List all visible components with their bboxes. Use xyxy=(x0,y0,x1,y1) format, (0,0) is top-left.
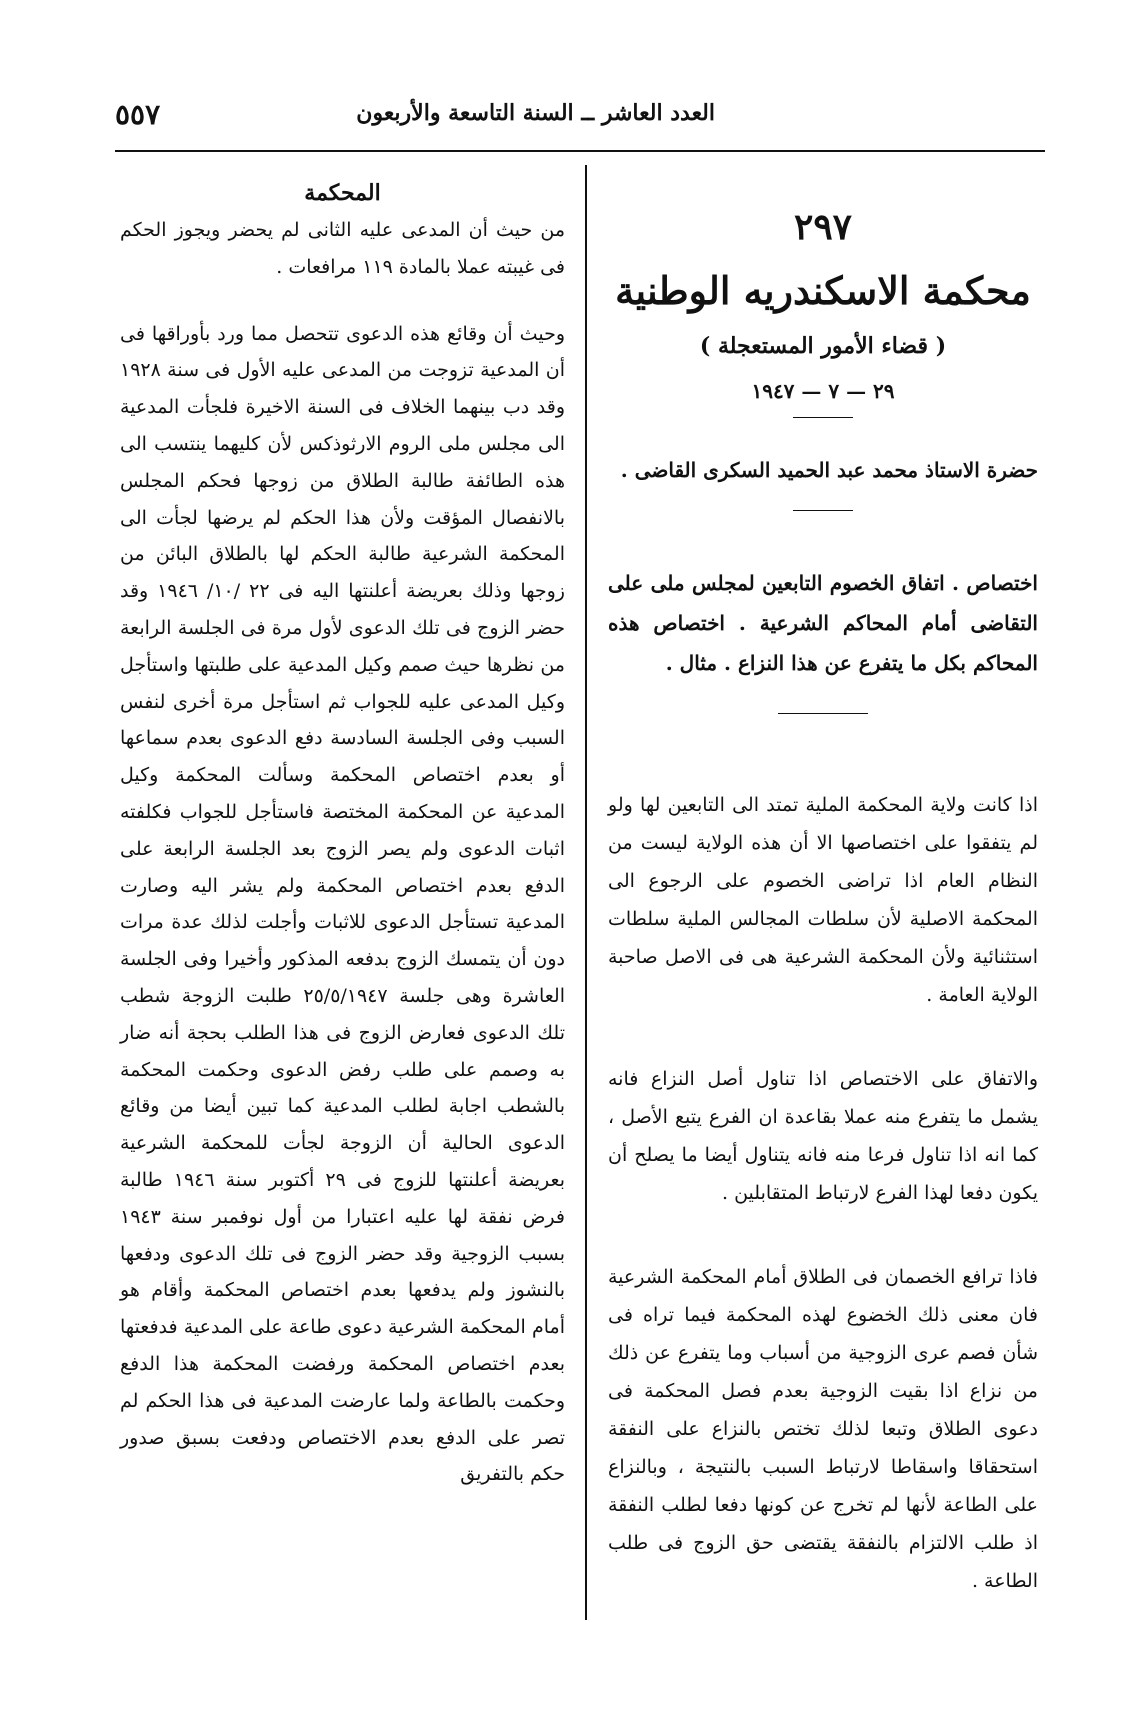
case-summary: اختصاص . اتفاق الخصوم التابعين لمجلس ملى على التقاضى أمام المحاكم الشرعية . اختصاص هذه المحاكم بكل ما يتفرع عن هذا النزاع . مثال . xyxy=(608,571,1038,675)
judge-name: حضرة الاستاذ محمد عبد الحميد السكرى القاضى . xyxy=(620,458,1038,482)
body-paragraph: من حيث أن المدعى عليه الثانى لم يحضر ويجوز الحكم فى غيبته عملا بالمادة ١١٩ مرافعات . xyxy=(120,219,565,278)
body-paragraph: وحيث أن وقائع هذه الدعوى تتحصل مما ورد بأوراقها فى أن المدعية تزوجت من المدعى عليه الأول فى سنة ١٩٢٨ وقد دب بينهما الخلاف فى السنة الاخيرة فلجأت المدعية الى مجلس ملى الروم الارثوذكس لأن كليهما ينتسب الى هذه الطائفة طالبة الطلاق من زوجها فحكم المجلس بالانفصال المؤقت ولأن هذا الحكم لم يرضها لجأت الى المحكمة الشرعية طالبة الحكم لها بالطلاق البائن من زوجها وذلك بعريضة أعلنتها اليه فى ٢٢ /١٠/ ١٩٤٦ وقد حضر الزوج فى تلك الدعوى لأول مرة فى الجلسة الرابعة من نظرها حيث صمم وكيل المدعية على طلبتها واستأجل وكيل المدعى عليه للجواب ثم استأجل مرة أخرى لنفس السبب وفى الجلسة السادسة دفع الدعوى بعدم سماعها أو بعدم اختصاص المحكمة وسألت المحكمة وكيل المدعية عن المحكمة المختصة فاستأجل للجواب فكلفته اثبات الدعوى ولم يصر الزوج بعد الجلسة الرابعة على الدفع بعدم اختصاص المحكمة ولم يشر اليه وصارت المدعية تستأجل الدعوى للاثبات وأجلت لذلك عدة مرات دون أن يتمسك الزوج بدفعه المذكور وأخيرا وفى الجلسة العاشرة وهى جلسة ٢٥/٥/١٩٤٧ طلبت الزوجة شطب تلك الدعوى فعارض الزوج فى هذا الطلب بحجة أنه ضار به وصمم على طلب رفض الدعوى وحكمت المحكمة بالشطب اجابة لطلب المدعية كما تبين أيضا من وقائع الدعوى الحالية أن الزوجة لجأت للمحكمة الشرعية بعريضة أعلنتها للزوج فى ٢٩ أكتوبر سنة ١٩٤٦ طالبة فرض نفقة لها عليه اعتبارا من أول نوفمبر سنة ١٩٤٣ بسبب الزوجية وقد حضر الزوج فى تلك الدعوى ودفعها بالنشوز ولم يدفعها بعدم اختصاص المحكمة وأقام هو أمام المحكمة الشرعية دعوى طاعة على المدعية فدفعتها بعدم اختصاص المحكمة ورفضت المحكمة هذا الدفع وحكمت بالطاعة ولما عارضت المدعية فى هذا الحكم لم تصر على الدفع بعدم الاختصاص ودفعت بسبق صدور حكم بالتفريق xyxy=(120,322,565,1486)
header-rule xyxy=(115,150,1045,152)
principle-paragraph: اذا كانت ولاية المحكمة الملية تمتد الى التابعين لها ولو لم يتفقوا على اختصاصها الا أن هذه الولاية ليست من النظام العام اذا تراضى الخصوم على الرجوع الى المحكمة الاصلية لأن سلطات المجالس الملية سلطات استثنائية ولأن المحكمة الشرعية هى فى الاصل صاحبة الولاية العامة . xyxy=(608,794,1038,1006)
divider xyxy=(778,713,868,714)
court-name: محكمة الاسكندريه الوطنية xyxy=(615,268,1031,313)
divider xyxy=(793,510,853,511)
principle-paragraph: فاذا ترافع الخصمان فى الطلاق أمام المحكمة الشرعية فان معنى ذلك الخضوع لهذه المحكمة فيما تراه فى شأن فصم عرى الزوجية من أسباب وما يتفرع عن ذلك من نزاع اذا بقيت الزوجية بعدم فصل المحكمة فى دعوى الطلاق وتبعا لذلك تختص بالنزاع على النفقة استحقاقا واسقاطا لارتباط السبب بالنتيجة ، وبالنزاع على الطاعة لأنها لم تخرج عن كونها دفعا لطلب النفقة اذ طلب الالتزام بالنفقة يقتضى حق الزوج فى طلب الطاعة . xyxy=(608,1266,1038,1592)
running-title: العدد العاشر ــ السنة التاسعة والأربعون xyxy=(356,100,715,126)
page-number: ٥٥٧ xyxy=(115,98,161,131)
judgment-date: ٢٩ — ٧ — ١٩٤٧ xyxy=(751,379,895,403)
left-column xyxy=(120,180,565,1493)
right-column xyxy=(608,180,1038,1600)
section-heading: المحكمة xyxy=(304,180,381,206)
page-header xyxy=(115,100,1045,138)
divider xyxy=(793,417,853,418)
court-division: ( قضاء الأمور المستعجلة ) xyxy=(699,333,947,359)
column-divider xyxy=(585,165,587,1620)
principle-paragraph: والاتفاق على الاختصاص اذا تناول أصل النزاع فانه يشمل ما يتفرع منه عملا بقاعدة ان الفرع يتبع الأصل ، كما انه اذا تناول فرعا منه فانه يتناول أيضا ما يصلح أن يكون دفعا لهذا الفرع لارتباط المتقابلين . xyxy=(608,1068,1038,1204)
case-number: ٢٩٧ xyxy=(793,206,852,248)
